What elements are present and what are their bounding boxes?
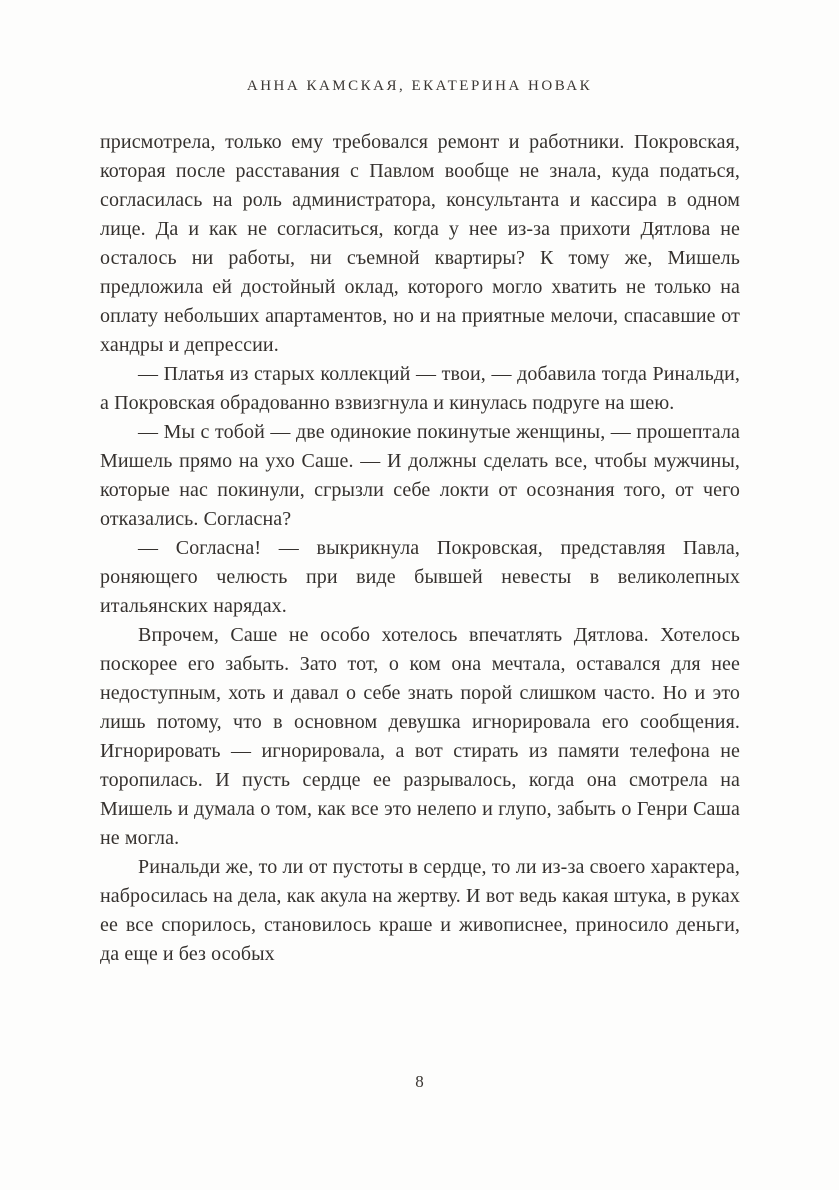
paragraph-dialogue: — Согласна! — выкрикнула Покровская, представляя Павла, роняющего челюсть при виде бывшей невесты в великолепных итальянских нарядах. (100, 537, 740, 617)
paragraph-dialogue: — Платья из старых коллекций — твои, — добавила тогда Ринальди, а Покровская обрадованно взвизгнула и кинулась подруге на шею. (100, 363, 740, 414)
text-block (100, 128, 740, 969)
paragraph: присмотрела, только ему требовался ремонт и работники. Покровская, которая после расставания с Павлом вообще не знала, куда податься, согласилась на роль администратора, консультанта и кассира в одном лице. Да и как не согласиться, когда у нее из-за прихоти Дятлова не осталось ни работы, ни съемной квартиры? К тому же, Мишель предложила ей достойный оклад, которого могло хватить не только на оплату небольших апартаментов, но и на приятные мелочи, спасавшие от хандры и депрессии. (100, 131, 740, 356)
paragraph: Ринальди же, то ли от пустоты в сердце, то ли из-за своего характера, набросилась на дела, как акула на жертву. И вот ведь какая штука, в руках ее все спорилось, становилось краше и живописнее, приносило деньги, да еще и без особых (100, 856, 740, 965)
paragraph: Впрочем, Саше не особо хотелось впечатлять Дятлова. Хотелось поскорее его забыть. Зато тот, о ком она мечтала, оставался для нее недоступным, хоть и давал о себе знать порой слишком часто. Но и это лишь потому, что в основном девушка игнорировала его сообщения. Игнорировать — игнорировала, а вот стирать из памяти телефона не торопилась. И пусть сердце ее разрывалось, когда она смотрела на Мишель и думала о том, как все это нелепо и глупо, забыть о Генри Саша не могла. (100, 624, 740, 849)
paragraph-dialogue: — Мы с тобой — две одинокие покинутые женщины, — прошептала Мишель прямо на ухо Саше. — И должны сделать все, чтобы мужчины, которые нас покинули, сгрызли себе локти от осознания того, от чего отказались. Согласна? (100, 421, 740, 530)
page-number: 8 (415, 1072, 424, 1091)
running-header: АННА КАМСКАЯ, ЕКАТЕРИНА НОВАК (246, 78, 593, 94)
